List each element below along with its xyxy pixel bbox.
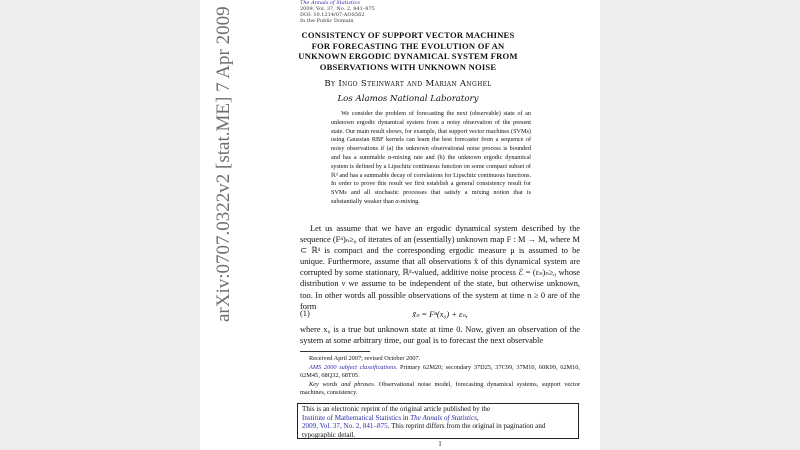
keywords-text: Observational noise model, forecasting dynamical systems, support vector machines, consistency.: [300, 380, 580, 396]
reprint-line-1: This is an electronic reprint of the original article published by the: [302, 405, 491, 413]
reprint-notice-box: [297, 403, 579, 439]
left-margin-background: [0, 0, 200, 450]
reprint-in: in: [401, 413, 411, 422]
ams-classification: [300, 364, 580, 381]
paper-title: CONSISTENCY OF SUPPORT VECTOR MACHINES FOR FORECASTING THE EVOLUTION OF AN UNKNOWN ERGODIC DYNAMICAL SYSTEM FROM OBSERVATIONS WITH UNKNOWN NOISE: [298, 30, 518, 72]
abstract: We consider the problem of forecasting the next (observable) state of an unknown ergodic dynamical system from a noisy observation of the present state. Our main result shows, for example, that support vector machines (SVMs) using Gaussian RBF kernels can learn the best forecaster from a sequence of noisy observations if (a) the unknown observational noise process is bounded and has a summable α-mixing rate and (b) the unknown ergodic dynamical system is defined by a Lipschitz continuous function on some compact subset of ℝᵈ and has a summable decay of correlations for Lipschitz continuous functions. In order to prove this result we first establish a general consistency result for SVMs and all stochastic processes that satisfy a mixing notion that is substantially weaker than α-mixing.: [331, 110, 531, 205]
body-paragraph-1: Let us assume that we have an ergodic dynamical system described by the sequence (Fⁿ)ₙ≥₀ of iterates of an (essentially) unknown map F : M → M, where M ⊂ ℝᵈ is compact and the corresponding ergodic measure μ is assumed to be unique. Furthermore, assume that all observations x̃ of this dynamical system are corrupted by some stationary, ℝᵈ-valued, additive noise process ℰ = (εₙ)ₙ≥₀ whose distribution ν we assume to be independent of the state, but otherwise unknown, too. In other words all possible observations of the system at time n ≥ 0 are of the form: [300, 224, 580, 311]
ams-classification-link[interactable]: AMS 2000 subject classifications.: [309, 363, 398, 371]
equation-number: (1): [300, 309, 310, 318]
footnote-divider: [300, 351, 370, 352]
doi: DOI: 10.1214/07-AOS562: [300, 12, 365, 18]
arxiv-identifier-stamp: arXiv:0707.0322v2 [stat.ME] 7 Apr 2009: [213, 6, 234, 322]
citation-link[interactable]: 2009, Vol. 37, No. 2, 841–875: [302, 422, 388, 431]
keywords-label: Key words and phrases.: [309, 380, 376, 388]
journal-volume: 2009, Vol. 37, No. 2, 841–875: [300, 6, 375, 12]
license-note: In the Public Domain: [300, 18, 354, 24]
author-affiliation: Los Alamos National Laboratory: [337, 94, 479, 104]
ams-classification-codes: Primary 62M20; secondary 37D25, 37C99, 37M10, 60K99, 62M10, 62M45, 68Q32, 68T05.: [300, 363, 580, 379]
footnotes: [300, 355, 580, 398]
journal-header: [300, 0, 375, 24]
body-paragraph-2: where x₀ is a true but unknown state at time 0. Now, given an observation of the system at some arbitrary time, our goal is to forecast the next observable: [300, 325, 580, 346]
annals-link[interactable]: The Annals of Statistics: [410, 413, 477, 422]
received-date: Received April 2007; revised October 2007.: [309, 355, 421, 362]
reprint-comma: ,: [476, 413, 479, 422]
right-margin-background: [600, 0, 800, 450]
equation-expression: x̃ₙ = Fⁿ(x₀) + εₙ,: [412, 310, 468, 319]
journal-name-link[interactable]: The Annals of Statistics: [300, 0, 360, 6]
paper-authors: By Ingo Steinwart and Marian Anghel: [324, 79, 492, 89]
equation-1: [300, 309, 580, 321]
ims-link[interactable]: Institute of Mathematical Statistics: [302, 413, 402, 422]
reprint-rest: . This reprint differs from the original in pagination and typographic detail.: [302, 422, 546, 439]
page-number: 1: [438, 440, 442, 448]
keywords: [300, 381, 580, 398]
